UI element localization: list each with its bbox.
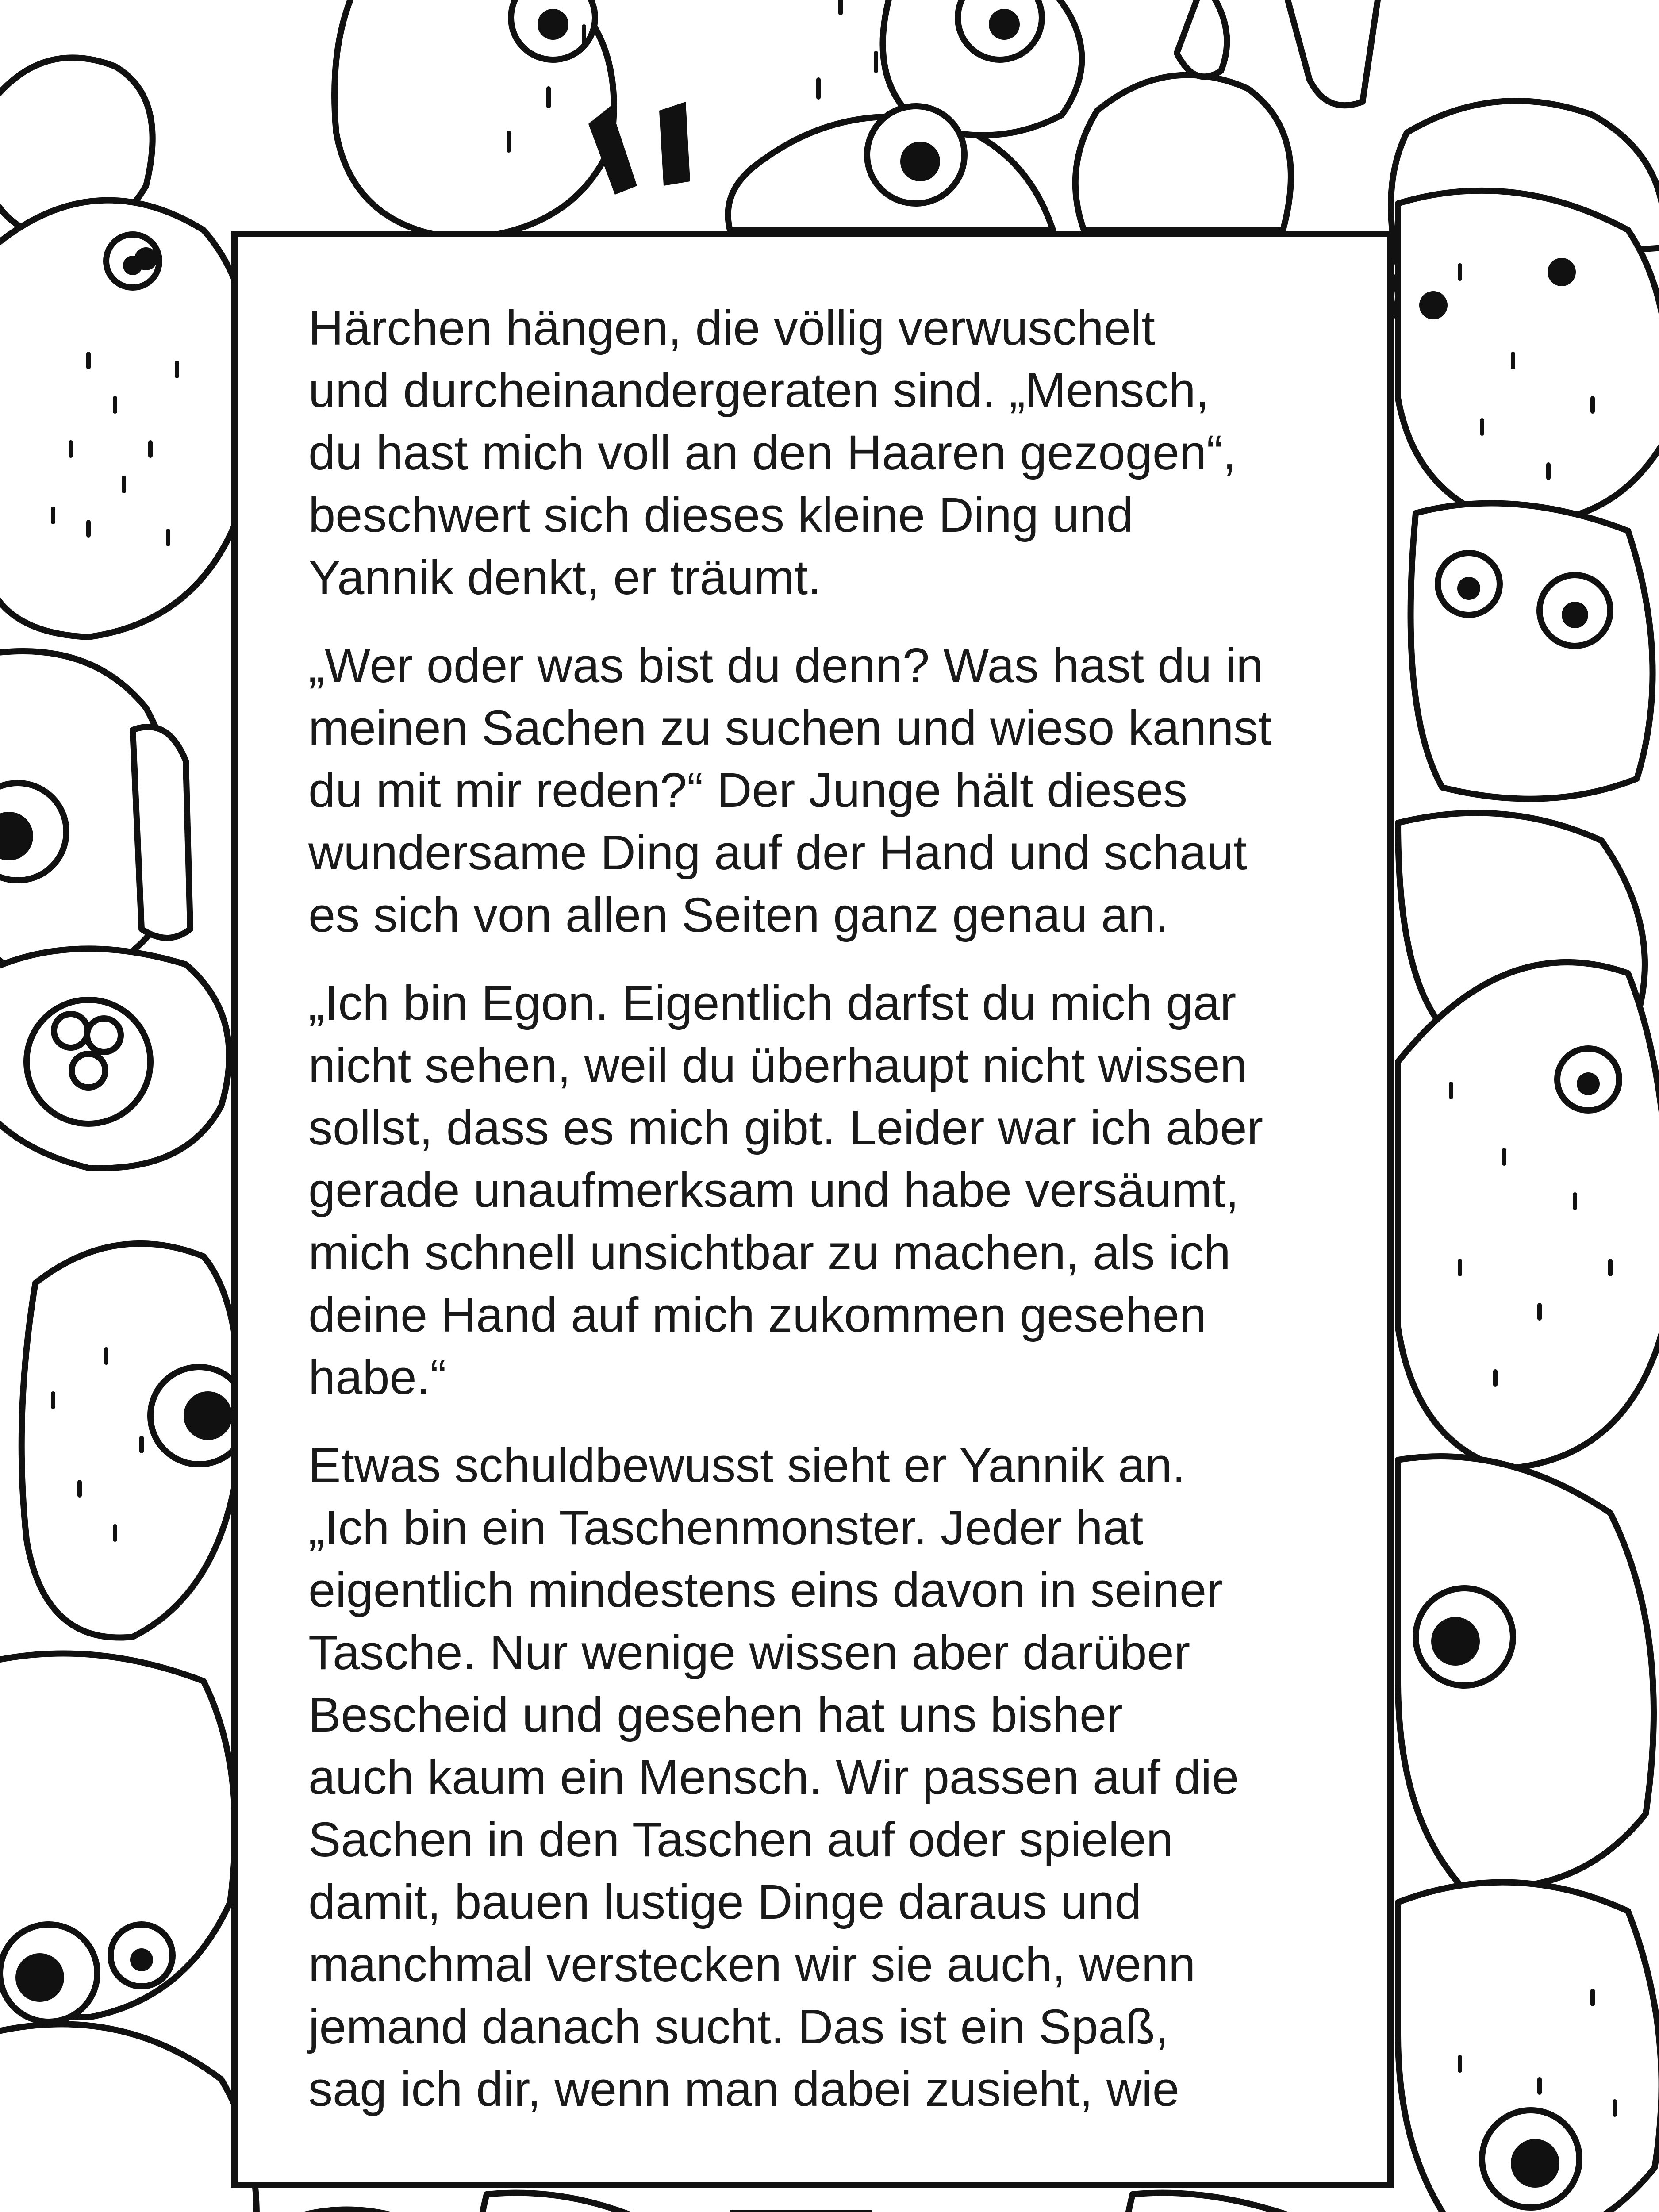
story-text-box [231,231,1394,2188]
story-paragraph: „Ich bin Egon. Eigentlich darfst du mich gar nicht sehen, weil du überhaupt nicht wissen sollst, dass es mich gibt. Leider war ich aber gerade unaufmerksam und habe versäumt, mich schnell unsichtbar zu machen, als ich deine Hand auf mich zukommen gesehen habe.“ [308,976,1263,1405]
story-paragraph: „Wer oder was bist du denn? Was hast du in meinen Sachen zu suchen und wieso kannst du mit mir reden?“ Der Junge hält dieses wundersame Ding auf der Hand und schaut es sich von allen Seiten ganz genau an. [308,638,1271,942]
page-number-box [730,2210,872,2212]
story-paragraph: Etwas schuldbewusst sieht er Yannik an. „Ich bin ein Taschenmonster. Jeder hat eigentlich mindestens eins davon in seiner Tasche. Nur wenige wissen aber darüber Bescheid und gesehen hat uns bisher auch kaum ein Mensch. Wir passen auf die Sachen in den Taschen auf oder spielen damit, bauen lustige Dinge daraus und manchmal verstecken wir sie auch, wenn jemand danach sucht. Das ist ein Spaß, sag ich dir, wenn man dabei zusieht, wie [308,1438,1239,2116]
story-paragraph: Härchen hängen, die völlig verwuschelt und durcheinandergeraten sind. „Mensch, du hast mich voll an den Haaren gezogen“, beschwert sich dieses kleine Ding und Yannik denkt, er träumt. [308,301,1237,605]
